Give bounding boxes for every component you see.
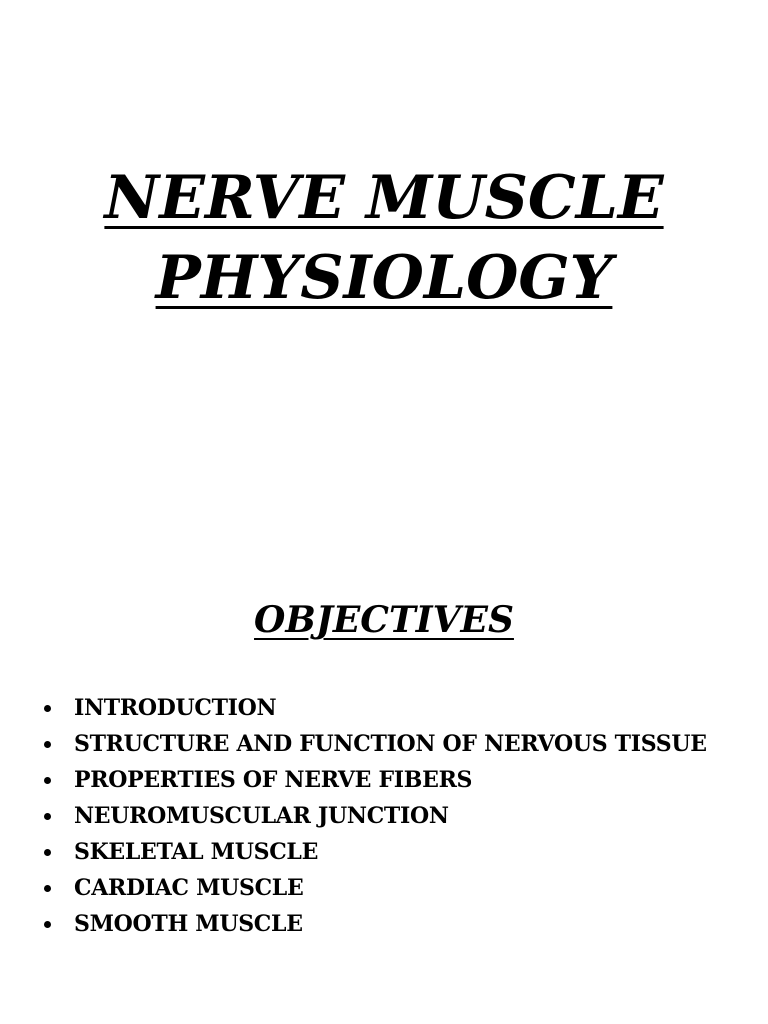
list-item-text: CARDIAC MUSCLE [74, 875, 304, 901]
bullet-icon [44, 885, 51, 892]
list-item-text: STRUCTURE AND FUNCTION OF NERVOUS TISSUE [74, 731, 707, 757]
list-item [40, 690, 760, 726]
page-title-line-1: NERVE MUSCLE [104, 163, 664, 233]
list-item [40, 798, 760, 834]
list-item-text: SKELETAL MUSCLE [74, 839, 319, 865]
list-item [40, 762, 760, 798]
page-title [0, 158, 768, 318]
list-item-text: SMOOTH MUSCLE [74, 911, 303, 937]
objectives-heading: OBJECTIVES [254, 599, 514, 641]
bullet-icon [44, 705, 51, 712]
objectives-list [40, 690, 760, 942]
list-item [40, 726, 760, 762]
list-item [40, 834, 760, 870]
bullet-icon [44, 813, 51, 820]
bullet-icon [44, 921, 51, 928]
list-item [40, 906, 760, 942]
bullet-icon [44, 849, 51, 856]
list-item-text: PROPERTIES OF NERVE FIBERS [74, 767, 473, 793]
bullet-icon [44, 777, 51, 784]
bullet-icon [44, 741, 51, 748]
list-item-text: NEUROMUSCULAR JUNCTION [74, 803, 449, 829]
list-item-text: INTRODUCTION [74, 695, 277, 721]
page-title-line-2: PHYSIOLOGY [155, 243, 613, 313]
list-item [40, 870, 760, 906]
